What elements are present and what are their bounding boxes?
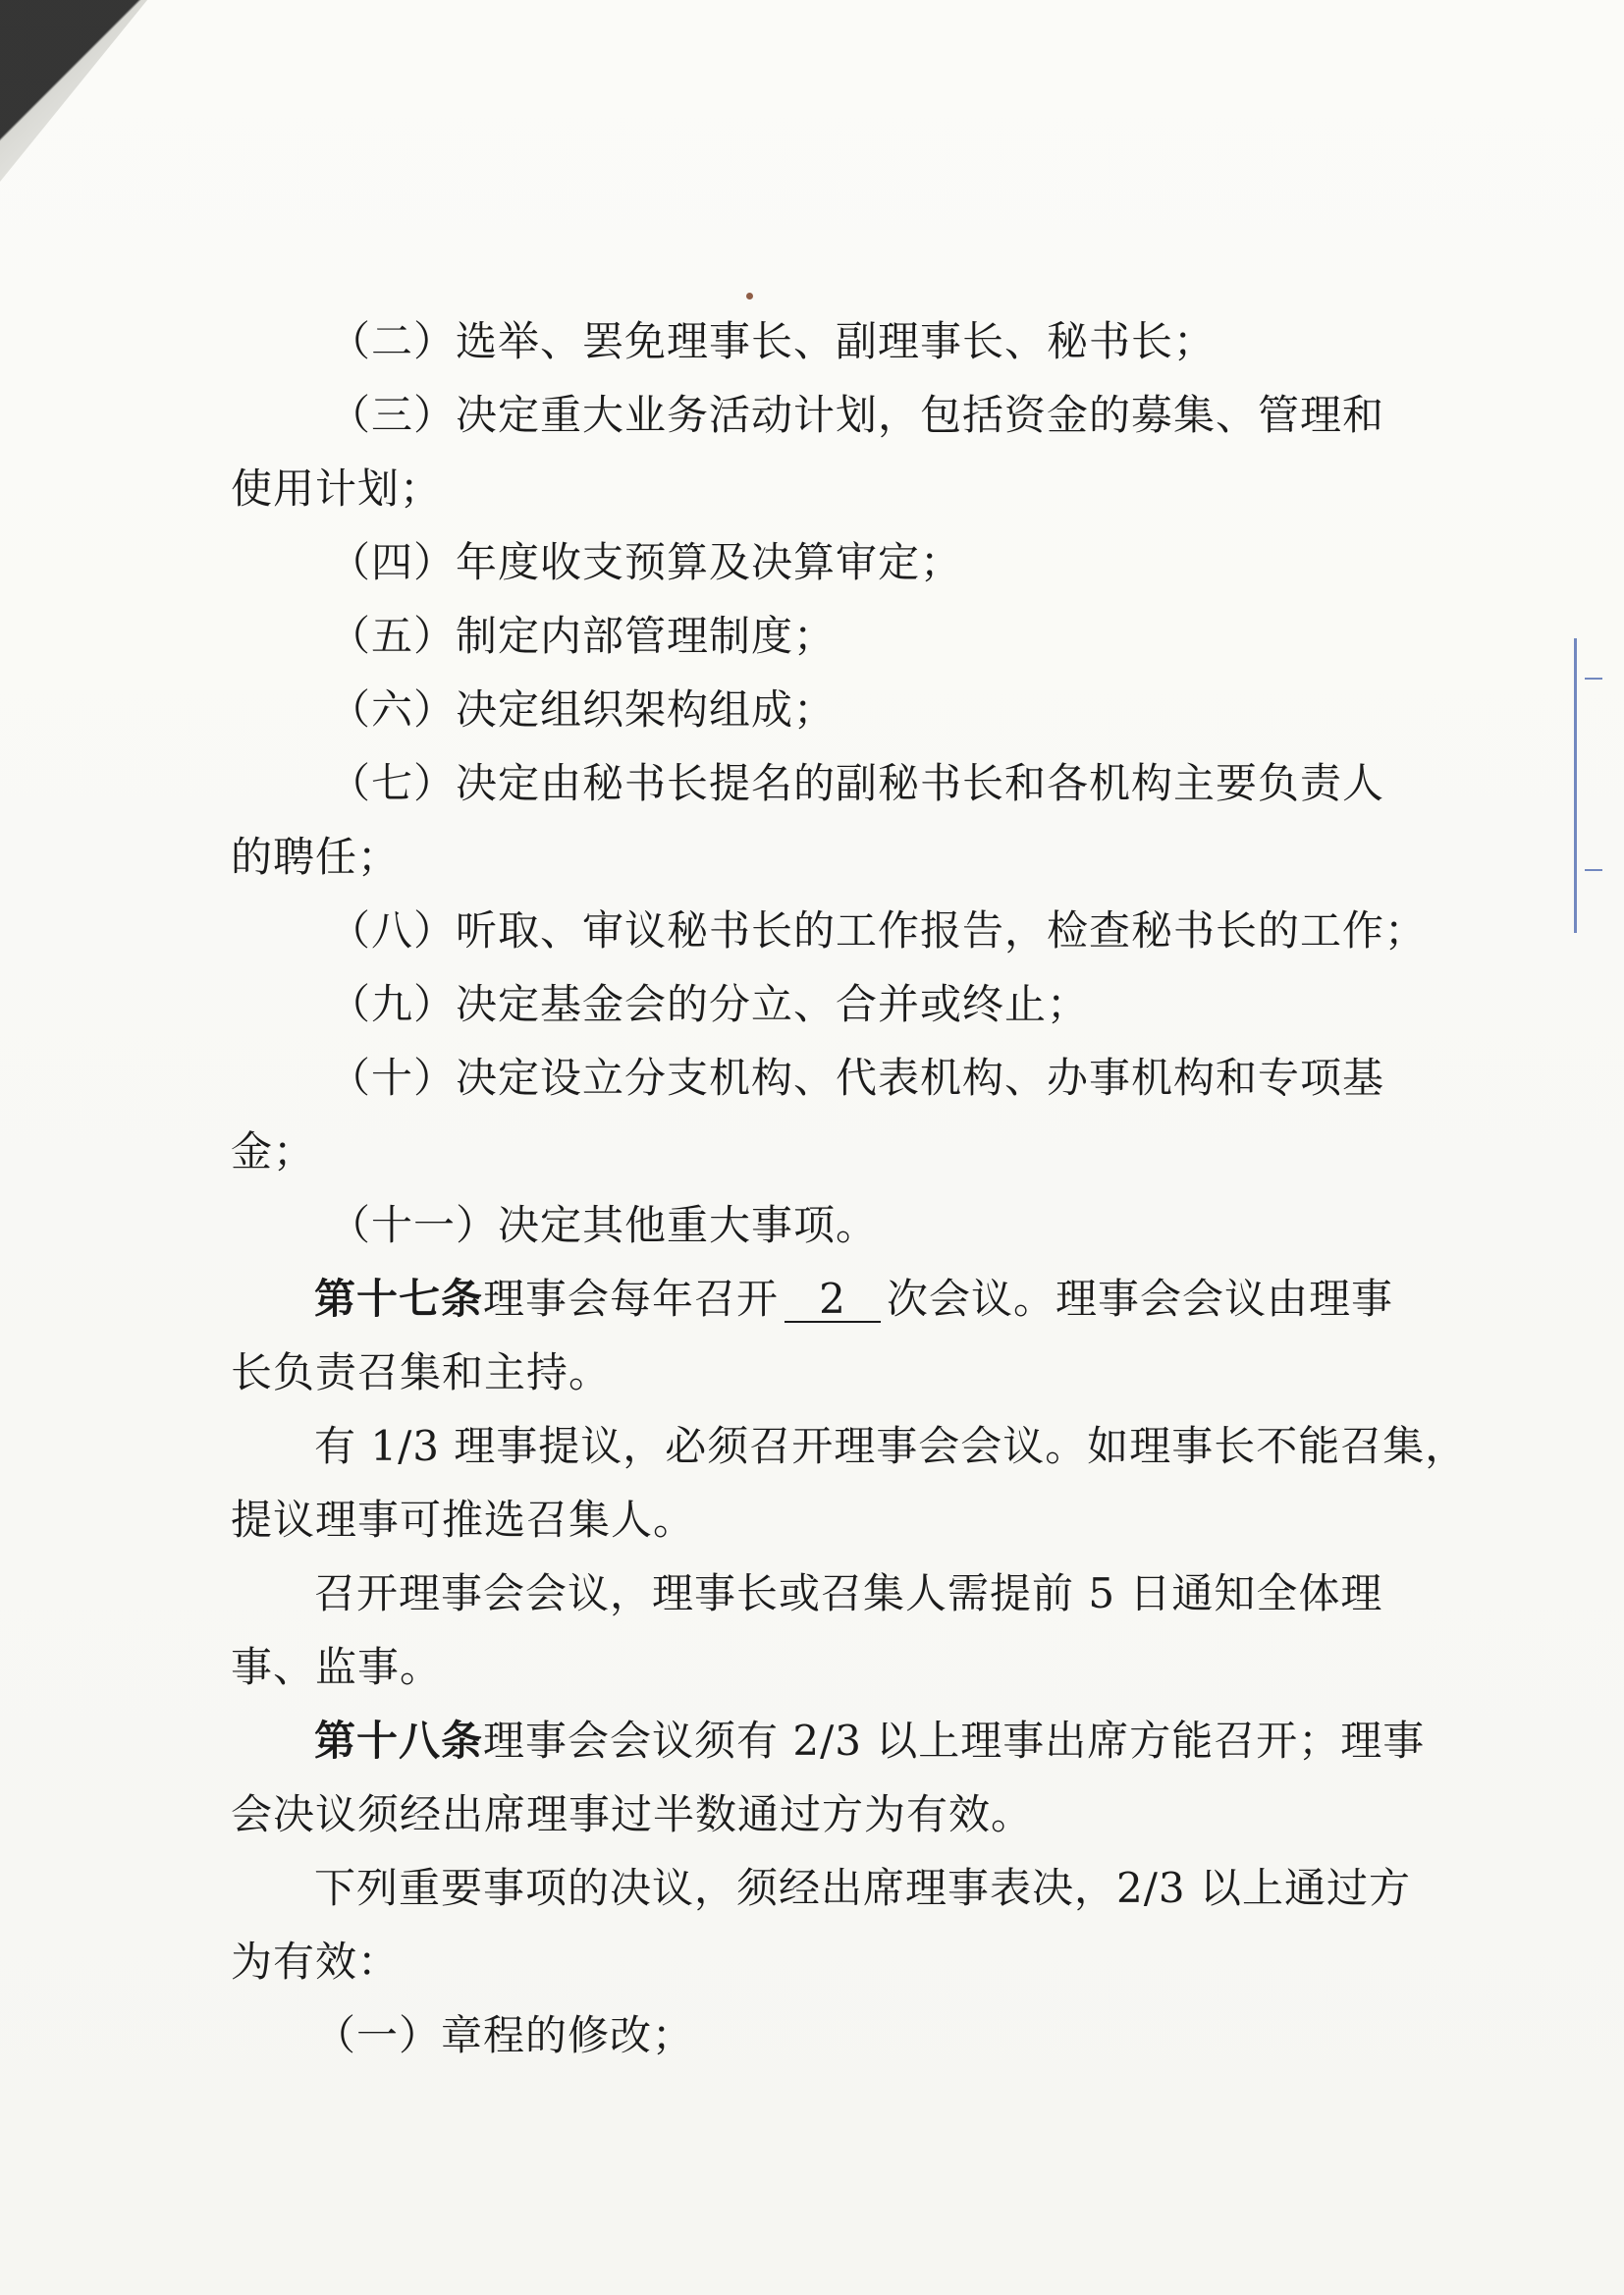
- document-line: （十一）决定其他重大事项。: [329, 1201, 879, 1249]
- article-17-label: 第十七条: [314, 1275, 484, 1323]
- paragraph-2-line-1: 召开理事会会议，理事长或召集人需提前 5 日通知全体理: [314, 1569, 1383, 1617]
- document-line: （十）决定设立分支机构、代表机构、办事机构和专项基: [329, 1054, 1385, 1102]
- document-content: [231, 304, 1468, 2072]
- document-line: （二）选举、罢免理事长、副理事长、秘书长；: [329, 317, 1217, 365]
- document-line: （四）年度收支预算及决算审定；: [329, 538, 963, 586]
- document-line: （三）决定重大业务活动计划，包括资金的募集、管理和: [329, 391, 1385, 439]
- ink-dot: [746, 293, 753, 300]
- paragraph-2-line-2: 事、监事。: [231, 1643, 443, 1691]
- document-line: （八）听取、审议秘书长的工作报告，检查秘书长的工作；: [329, 906, 1428, 955]
- document-line: 金；: [231, 1127, 316, 1175]
- article-17-text-before-blank: 理事会每年召开: [483, 1275, 780, 1323]
- article-18-line-1: [231, 1704, 1426, 1777]
- article-18-text: 理事会会议须有 2/3 以上理事出席方能召开；理事: [483, 1717, 1426, 1765]
- last-list-item: （一）章程的修改；: [314, 2011, 695, 2059]
- meeting-count-blank: 2: [785, 1277, 881, 1323]
- article-18-label: 第十八条: [314, 1717, 484, 1765]
- paragraph-3-line-2: 为有效：: [231, 1938, 401, 1986]
- article-17-text-after-blank: 次会议。理事会会议由理事: [887, 1275, 1394, 1323]
- folded-corner-shadow: [0, 0, 147, 182]
- paragraph-1-line-2: 提议理事可推选召集人。: [231, 1496, 696, 1544]
- document-line: （五）制定内部管理制度；: [329, 612, 837, 660]
- paragraph-3-line-1: 下列重要事项的决议，须经出席理事表决，2/3 以上通过方: [314, 1864, 1411, 1912]
- article-17-line-2: 长负责召集和主持。: [231, 1348, 612, 1396]
- article-17-line-1: [231, 1262, 1409, 1336]
- document-line: （九）决定基金会的分立、合并或终止；: [329, 980, 1090, 1028]
- article-18-line-2: 会决议须经出席理事过半数通过方为有效。: [231, 1790, 1034, 1838]
- paragraph-1-line-1: 有 1/3 理事提议，必须召开理事会会议。如理事长不能召集，: [314, 1422, 1468, 1470]
- document-line: 的聘任；: [231, 833, 401, 881]
- document-line: 使用计划；: [231, 464, 443, 513]
- blue-side-stamp: [1574, 638, 1614, 933]
- document-line: （六）决定组织架构组成；: [329, 685, 837, 734]
- document-line: （七）决定由秘书长提名的副秘书长和各机构主要负责人: [329, 759, 1385, 807]
